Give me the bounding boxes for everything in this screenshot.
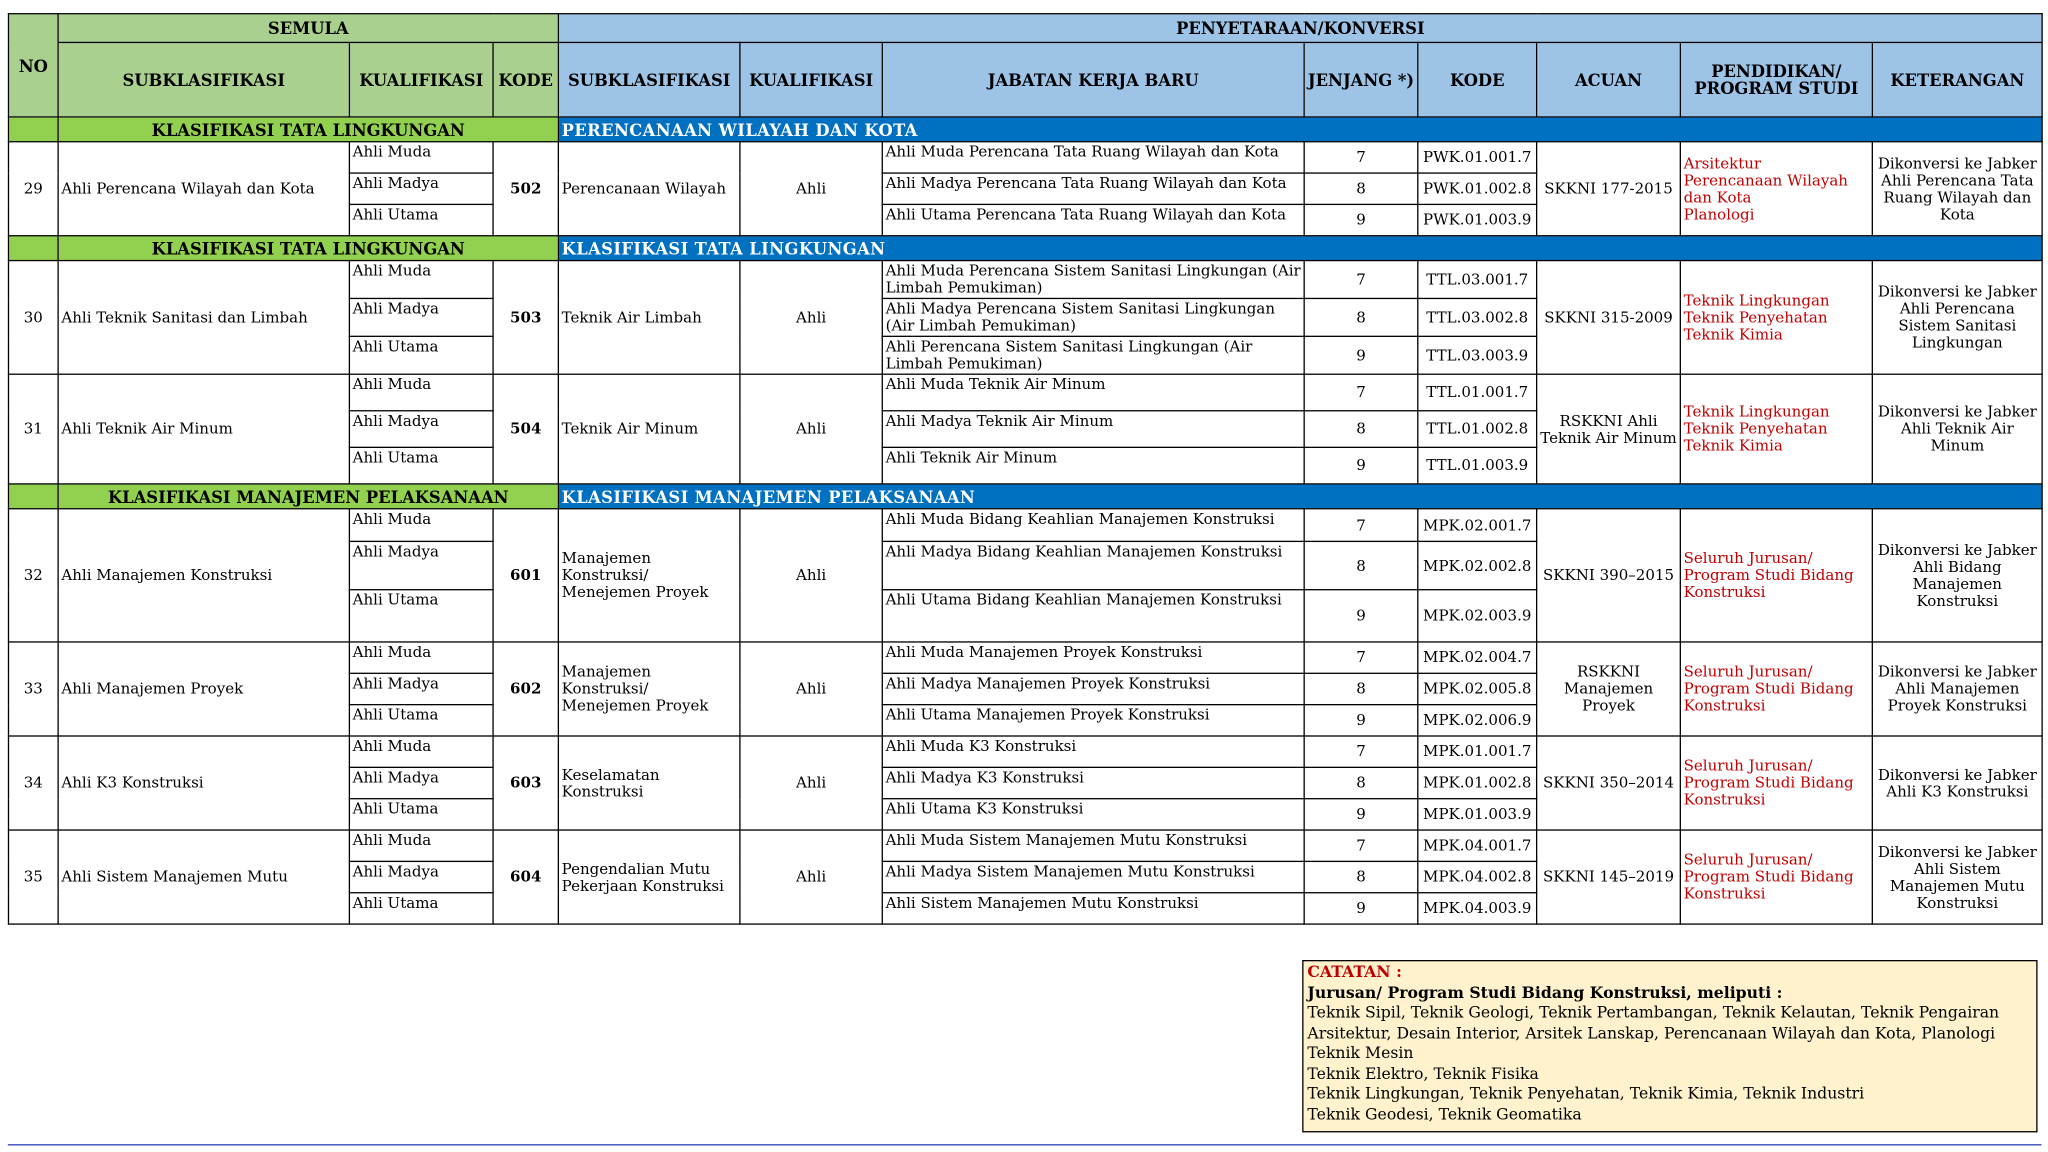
keterangan-cell: Dikonversi ke Jabker Ahli Sistem Manajemen Mutu Konstruksi [1872, 830, 2042, 924]
kode-new-cell: MPK.04.002.8 [1418, 861, 1537, 892]
jabatan-cell: Ahli Madya Perencana Sistem Sanitasi Lingkungan (Air Limbah Pemukiman) [882, 298, 1304, 336]
note-subtitle: Jurusan/ Program Studi Bidang Konstruksi, meliputi : [1307, 982, 1783, 1002]
jabatan-cell: Ahli Madya Manajemen Proyek Konstruksi [882, 673, 1304, 704]
acuan-cell: RSKKNI Manajemen Proyek [1537, 642, 1681, 736]
kode-new-cell: MPK.02.006.9 [1418, 705, 1537, 736]
kode-new-cell: MPK.04.003.9 [1418, 893, 1537, 924]
jenjang-cell: 7 [1304, 142, 1418, 173]
jabatan-cell: Ahli Madya K3 Konstruksi [882, 767, 1304, 798]
subklasifikasi-new-cell: Teknik Air Limbah [558, 261, 740, 375]
subklasifikasi-cell: Ahli Teknik Sanitasi dan Limbah [58, 261, 349, 375]
note-line: Teknik Elektro, Teknik Fisika [1307, 1063, 1539, 1083]
kualifikasi-cell: Ahli Muda [349, 142, 493, 173]
subklasifikasi-new-cell: Teknik Air Minum [558, 374, 740, 484]
note-title: CATATAN : [1307, 962, 1402, 981]
note-line: Teknik Sipil, Teknik Geologi, Teknik Pertambangan, Teknik Kelautan, Teknik Pengairan [1307, 1003, 2000, 1022]
table-row [8, 642, 2042, 673]
kualifikasi-cell: Ahli Muda [349, 642, 493, 673]
jenjang-cell: 8 [1304, 411, 1418, 448]
table-row [8, 374, 2042, 411]
jenjang-cell: 7 [1304, 642, 1418, 673]
kode-new-cell: MPK.02.004.7 [1418, 642, 1537, 673]
header-penyetaraan: PENYETARAAN/KONVERSI [558, 14, 2042, 43]
kode-new-cell: TTL.01.001.7 [1418, 374, 1537, 411]
kualifikasi-cell: Ahli Utama [349, 705, 493, 736]
kode-new-cell: PWK.01.001.7 [1418, 142, 1537, 173]
kualifikasi-cell: Ahli Madya [349, 411, 493, 448]
header-jabatan: JABATAN KERJA BARU [882, 42, 1304, 116]
kode-new-cell: MPK.01.001.7 [1418, 736, 1537, 767]
kualifikasi-new-cell: Ahli [740, 261, 882, 375]
jenjang-cell: 8 [1304, 298, 1418, 336]
keterangan-cell: Dikonversi ke Jabker Ahli K3 Konstruksi [1872, 736, 2042, 830]
section-cell-blank [8, 117, 58, 142]
section-title-right: KLASIFIKASI TATA LINGKUNGAN [558, 236, 2042, 261]
header-kode-new: KODE [1418, 42, 1537, 116]
jabatan-cell: Ahli Madya Bidang Keahlian Manajemen Konstruksi [882, 541, 1304, 589]
jenjang-cell: 9 [1304, 590, 1418, 642]
header-jenjang: JENJANG *) [1304, 42, 1418, 116]
keterangan-cell: Dikonversi ke Jabker Ahli Manajemen Proyek Konstruksi [1872, 642, 2042, 736]
row-number: 29 [8, 142, 58, 236]
note-line: Teknik Geodesi, Teknik Geomatika [1307, 1104, 1582, 1123]
kode-cell: 603 [493, 736, 558, 830]
subklasifikasi-cell: Ahli Manajemen Konstruksi [58, 509, 349, 642]
kualifikasi-new-cell: Ahli [740, 642, 882, 736]
pendidikan-line: Perencanaan Wilayah dan Kota [1683, 170, 1848, 206]
jabatan-cell: Ahli Muda Bidang Keahlian Manajemen Konstruksi [882, 509, 1304, 542]
jabatan-cell: Ahli Utama Manajemen Proyek Konstruksi [882, 705, 1304, 736]
jenjang-cell: 7 [1304, 261, 1418, 299]
kualifikasi-cell: Ahli Muda [349, 509, 493, 542]
kualifikasi-new-cell: Ahli [740, 374, 882, 484]
row-number: 32 [8, 509, 58, 642]
kualifikasi-cell: Ahli Utama [349, 590, 493, 642]
jenjang-cell: 9 [1304, 447, 1418, 484]
table-row [8, 142, 2042, 173]
section-row [8, 117, 2042, 142]
pendidikan-line: Teknik Penyehatan [1683, 419, 1828, 438]
pendidikan-line: Teknik Lingkungan [1683, 402, 1830, 421]
subklasifikasi-new-cell: Perencanaan Wilayah [558, 142, 740, 236]
jenjang-cell: 9 [1304, 336, 1418, 374]
kualifikasi-cell: Ahli Madya [349, 298, 493, 336]
jabatan-cell: Ahli Muda Perencana Tata Ruang Wilayah dan Kota [882, 142, 1304, 173]
pendidikan-cell [1680, 642, 1872, 736]
kode-new-cell: TTL.03.003.9 [1418, 336, 1537, 374]
row-number: 33 [8, 642, 58, 736]
section-row [8, 236, 2042, 261]
pendidikan-cell [1680, 830, 1872, 924]
pendidikan-cell [1680, 374, 1872, 484]
subklasifikasi-cell: Ahli Teknik Air Minum [58, 374, 349, 484]
pendidikan-cell [1680, 142, 1872, 236]
jabatan-cell: Ahli Perencana Sistem Sanitasi Lingkungan (Air Limbah Pemukiman) [882, 336, 1304, 374]
subklasifikasi-cell: Ahli Perencana Wilayah dan Kota [58, 142, 349, 236]
acuan-cell: RSKKNI Ahli Teknik Air Minum [1537, 374, 1681, 484]
pendidikan-line: Seluruh Jurusan/ Program Studi Bidang Konstruksi [1683, 756, 1854, 809]
pendidikan-line: Planologi [1683, 204, 1755, 223]
keterangan-cell: Dikonversi ke Jabker Ahli Perencana Sistem Sanitasi Lingkungan [1872, 261, 2042, 375]
keterangan-cell: Dikonversi ke Jabker Ahli Bidang Manajemen Konstruksi [1872, 509, 2042, 642]
note-line: Teknik Mesin [1307, 1043, 1414, 1062]
subklasifikasi-cell: Ahli Sistem Manajemen Mutu [58, 830, 349, 924]
pendidikan-line: Teknik Penyehatan [1683, 307, 1828, 326]
kualifikasi-cell: Ahli Muda [349, 830, 493, 861]
kualifikasi-cell: Ahli Utama [349, 447, 493, 484]
pendidikan-line: Teknik Kimia [1683, 436, 1783, 455]
header-kualifikasi: KUALIFIKASI [349, 42, 493, 116]
header-keterangan: KETERANGAN [1872, 42, 2042, 116]
table-row [8, 509, 2042, 542]
acuan-cell: SKKNI 177-2015 [1537, 142, 1681, 236]
kode-new-cell: MPK.02.002.8 [1418, 541, 1537, 589]
header-subklasifikasi-new: SUBKLASIFIKASI [558, 42, 740, 116]
section-cell-blank [8, 484, 58, 509]
jabatan-cell: Ahli Muda Perencana Sistem Sanitasi Lingkungan (Air Limbah Pemukiman) [882, 261, 1304, 299]
pendidikan-line: Teknik Lingkungan [1683, 290, 1830, 309]
kualifikasi-cell: Ahli Madya [349, 673, 493, 704]
acuan-cell: SKKNI 390–2015 [1537, 509, 1681, 642]
section-title-left: KLASIFIKASI TATA LINGKUNGAN [58, 236, 558, 261]
section-row [8, 484, 2042, 509]
kualifikasi-cell: Ahli Madya [349, 767, 493, 798]
kode-cell: 601 [493, 509, 558, 642]
jabatan-cell: Ahli Utama K3 Konstruksi [882, 799, 1304, 830]
kode-cell: 504 [493, 374, 558, 484]
subklasifikasi-new-cell: Manajemen Konstruksi/ Menejemen Proyek [558, 642, 740, 736]
kualifikasi-new-cell: Ahli [740, 142, 882, 236]
jabatan-cell: Ahli Madya Perencana Tata Ruang Wilayah dan Kota [882, 173, 1304, 204]
row-number: 34 [8, 736, 58, 830]
header-kualifikasi-new: KUALIFIKASI [740, 42, 882, 116]
kualifikasi-cell: Ahli Utama [349, 336, 493, 374]
jenjang-cell: 9 [1304, 893, 1418, 924]
acuan-cell: SKKNI 145–2019 [1537, 830, 1681, 924]
subklasifikasi-cell: Ahli Manajemen Proyek [58, 642, 349, 736]
kualifikasi-cell: Ahli Madya [349, 861, 493, 892]
jenjang-cell: 8 [1304, 673, 1418, 704]
header-semula: SEMULA [58, 14, 558, 43]
kualifikasi-cell: Ahli Madya [349, 173, 493, 204]
kode-new-cell: MPK.02.005.8 [1418, 673, 1537, 704]
kode-cell: 502 [493, 142, 558, 236]
kualifikasi-cell: Ahli Utama [349, 893, 493, 924]
kode-new-cell: MPK.04.001.7 [1418, 830, 1537, 861]
header-no: NO [8, 14, 58, 117]
jabatan-cell: Ahli Sistem Manajemen Mutu Konstruksi [882, 893, 1304, 924]
kode-cell: 503 [493, 261, 558, 375]
pendidikan-cell [1680, 261, 1872, 375]
jabatan-cell: Ahli Utama Bidang Keahlian Manajemen Konstruksi [882, 590, 1304, 642]
pendidikan-line: Arsitektur [1683, 153, 1762, 172]
jenjang-cell: 7 [1304, 830, 1418, 861]
header-subklasifikasi: SUBKLASIFIKASI [58, 42, 349, 116]
kode-cell: 604 [493, 830, 558, 924]
subklasifikasi-new-cell: Pengendalian Mutu Pekerjaan Konstruksi [558, 830, 740, 924]
header-pendidikan: PENDIDIKAN/ PROGRAM STUDI [1680, 42, 1872, 116]
section-title-left: KLASIFIKASI MANAJEMEN PELAKSANAAN [58, 484, 558, 509]
section-title-left: KLASIFIKASI TATA LINGKUNGAN [58, 117, 558, 142]
subklasifikasi-new-cell: Keselamatan Konstruksi [558, 736, 740, 830]
note-line: Arsitektur, Desain Interior, Arsitek Lanskap, Perencanaan Wilayah dan Kota, Planologi [1307, 1023, 1996, 1042]
header-kode: KODE [493, 42, 558, 116]
section-title-right: KLASIFIKASI MANAJEMEN PELAKSANAAN [558, 484, 2042, 509]
pendidikan-cell [1680, 736, 1872, 830]
jenjang-cell: 8 [1304, 541, 1418, 589]
jenjang-cell: 9 [1304, 204, 1418, 235]
table-row [8, 261, 2042, 299]
table-body [8, 117, 2042, 924]
row-number: 30 [8, 261, 58, 375]
header-acuan: ACUAN [1537, 42, 1681, 116]
kode-new-cell: MPK.02.001.7 [1418, 509, 1537, 542]
pendidikan-line: Seluruh Jurusan/ Program Studi Bidang Konstruksi [1683, 662, 1854, 715]
kualifikasi-cell: Ahli Muda [349, 374, 493, 411]
keterangan-cell: Dikonversi ke Jabker Ahli Teknik Air Minum [1872, 374, 2042, 484]
subklasifikasi-cell: Ahli K3 Konstruksi [58, 736, 349, 830]
jenjang-cell: 7 [1304, 374, 1418, 411]
table-row [8, 736, 2042, 767]
kualifikasi-cell: Ahli Utama [349, 204, 493, 235]
acuan-cell: SKKNI 350–2014 [1537, 736, 1681, 830]
jabatan-cell: Ahli Muda Teknik Air Minum [882, 374, 1304, 411]
kode-new-cell: TTL.01.002.8 [1418, 411, 1537, 448]
kualifikasi-cell: Ahli Madya [349, 541, 493, 589]
conversion-table [8, 13, 2043, 925]
jabatan-cell: Ahli Madya Sistem Manajemen Mutu Konstruksi [882, 861, 1304, 892]
bottom-divider [8, 1144, 2042, 1145]
jenjang-cell: 9 [1304, 705, 1418, 736]
jenjang-cell: 7 [1304, 736, 1418, 767]
jenjang-cell: 8 [1304, 173, 1418, 204]
note-lines [1307, 1003, 2032, 1124]
jabatan-cell: Ahli Muda Manajemen Proyek Konstruksi [882, 642, 1304, 673]
jabatan-cell: Ahli Utama Perencana Tata Ruang Wilayah dan Kota [882, 204, 1304, 235]
kualifikasi-new-cell: Ahli [740, 830, 882, 924]
jenjang-cell: 8 [1304, 767, 1418, 798]
jenjang-cell: 8 [1304, 861, 1418, 892]
note-box [1302, 960, 2037, 1132]
jenjang-cell: 7 [1304, 509, 1418, 542]
jabatan-cell: Ahli Madya Teknik Air Minum [882, 411, 1304, 448]
kode-new-cell: MPK.01.002.8 [1418, 767, 1537, 798]
note-line: Teknik Lingkungan, Teknik Penyehatan, Teknik Kimia, Teknik Industri [1307, 1084, 1865, 1103]
kode-new-cell: MPK.01.003.9 [1418, 799, 1537, 830]
pendidikan-line: Seluruh Jurusan/ Program Studi Bidang Konstruksi [1683, 548, 1854, 601]
pendidikan-line: Seluruh Jurusan/ Program Studi Bidang Konstruksi [1683, 850, 1854, 903]
kualifikasi-cell: Ahli Muda [349, 261, 493, 299]
row-number: 35 [8, 830, 58, 924]
keterangan-cell: Dikonversi ke Jabker Ahli Perencana Tata Ruang Wilayah dan Kota [1872, 142, 2042, 236]
subklasifikasi-new-cell: Manajemen Konstruksi/ Menejemen Proyek [558, 509, 740, 642]
jabatan-cell: Ahli Muda Sistem Manajemen Mutu Konstruksi [882, 830, 1304, 861]
kualifikasi-cell: Ahli Utama [349, 799, 493, 830]
kode-new-cell: TTL.03.001.7 [1418, 261, 1537, 299]
pendidikan-cell [1680, 509, 1872, 642]
section-cell-blank [8, 236, 58, 261]
kode-new-cell: PWK.01.002.8 [1418, 173, 1537, 204]
kualifikasi-cell: Ahli Muda [349, 736, 493, 767]
table-row [8, 830, 2042, 861]
kualifikasi-new-cell: Ahli [740, 509, 882, 642]
kode-new-cell: TTL.01.003.9 [1418, 447, 1537, 484]
kode-new-cell: PWK.01.003.9 [1418, 204, 1537, 235]
row-number: 31 [8, 374, 58, 484]
jabatan-cell: Ahli Teknik Air Minum [882, 447, 1304, 484]
pendidikan-line: Teknik Kimia [1683, 324, 1783, 343]
kode-new-cell: TTL.03.002.8 [1418, 298, 1537, 336]
section-title-right: PERENCANAAN WILAYAH DAN KOTA [558, 117, 2042, 142]
kode-cell: 602 [493, 642, 558, 736]
jabatan-cell: Ahli Muda K3 Konstruksi [882, 736, 1304, 767]
kode-new-cell: MPK.02.003.9 [1418, 590, 1537, 642]
jenjang-cell: 9 [1304, 799, 1418, 830]
acuan-cell: SKKNI 315-2009 [1537, 261, 1681, 375]
kualifikasi-new-cell: Ahli [740, 736, 882, 830]
